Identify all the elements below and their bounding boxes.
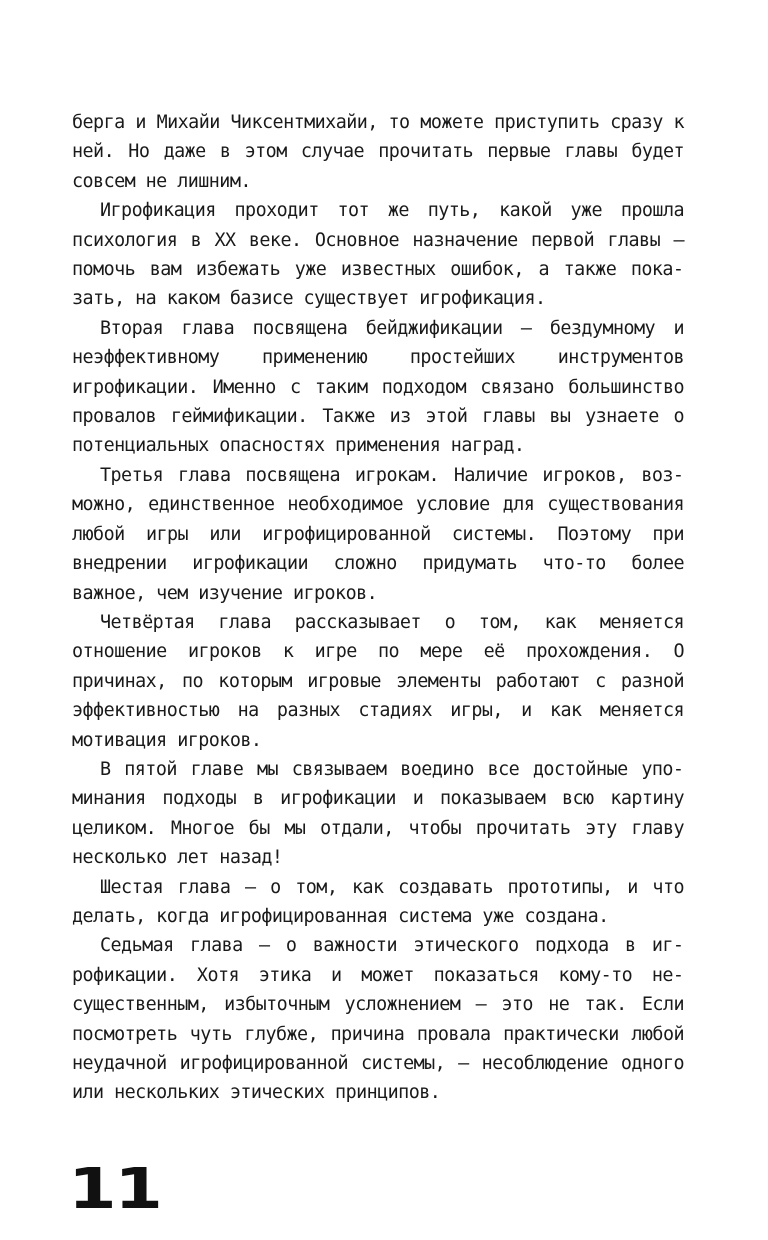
body-text: [72, 108, 684, 1108]
paragraph-5: Четвёртая глава рассказывает о том, как меняется отношение игроков к игре по мере её прохождения. О причинах, по которым игровые элементы работают с разной эффективностью на разных стадиях игры, и как меняется мотивация игроков.: [72, 611, 684, 751]
paragraph-2: Игрофикация проходит тот же путь, какой уже прошла психология в XX веке. Основное назначение первой главы — помочь вам избежать уже известных ошибок, а также показать, на каком базисе существует игрофикация.: [72, 200, 684, 310]
paragraph-1: берга и Михайи Чиксентмихайи, то можете приступить сразу к ней. Но даже в этом случае прочитать первые главы будет совсем не лишним.: [72, 112, 684, 192]
paragraph-4: Третья глава посвящена игрокам. Наличие игроков, возможно, единственное необходимое условие для существования любой игры или игрофицированной системы. Поэтому при внедрении игрофикации сложно придумать что-то более важное, чем изучение игроков.: [72, 464, 684, 604]
paragraph-3: Вторая глава посвящена бейджификации — бездумному и неэффективному применению простейших инструментов игрофикации. Именно с таким подходом связано большинство провалов геймификации. Также из этой главы вы узнаете о потенциальных опасностях применения наград.: [72, 317, 684, 457]
paragraph-8: Седьмая глава — о важности этического подхода в игрофикации. Хотя этика и может показаться кому-то несущественным, избыточным усложнением — это не так. Если посмотреть чуть глубже, причина провала практически любой неудачной игрофицированной системы, — несоблюдение одного или нескольких этических принципов.: [72, 935, 684, 1104]
paragraph-7: Шестая глава — о том, как создавать прототипы, и что делать, когда игрофицированная система уже создана.: [72, 876, 684, 927]
page-number: 11: [68, 1157, 161, 1222]
paragraph-6: В пятой главе мы связываем воедино все достойные упоминания подходы в игрофикации и показываем всю картину целиком. Многое бы мы отдали, чтобы прочитать эту главу несколько лет назад!: [72, 758, 684, 869]
